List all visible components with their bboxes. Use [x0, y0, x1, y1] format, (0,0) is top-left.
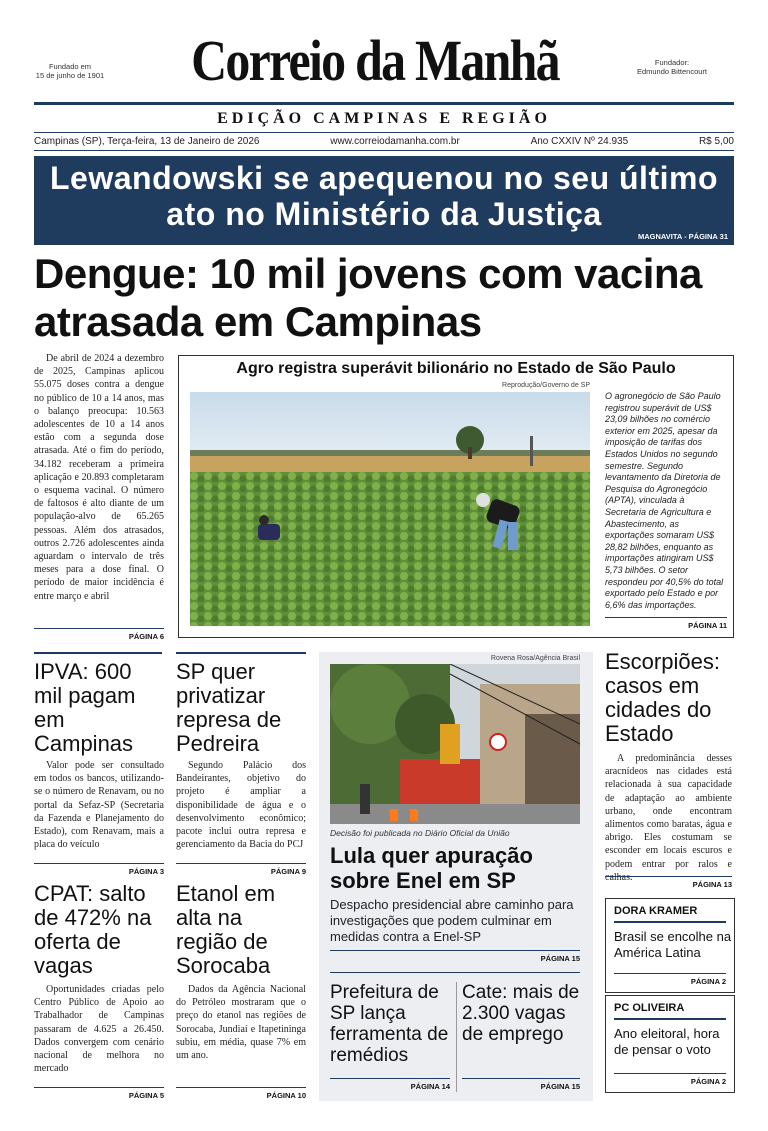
- edition-title: EDIÇÃO CAMPINAS E REGIÃO: [217, 110, 551, 127]
- main-headline[interactable]: Dengue: 10 mil jovens com vacina atrasada em Campinas: [34, 250, 702, 345]
- agro-field-photo: [190, 392, 590, 626]
- cpat-story-text: Oportunidades criadas pelo Centro Público de Apoio ao Trabalhador de Campinas passaram de 4.625 a 26.450. Dados convergem com cenário nacional de melhora no mercado: [34, 984, 164, 1075]
- ipva-headline[interactable]: IPVA: 600 mil pagam em Campinas: [34, 659, 136, 756]
- cate-page-ref: PÁGINA 15: [462, 1078, 580, 1091]
- cate-headline[interactable]: Cate: mais de 2.300 vagas de emprego: [462, 982, 580, 1045]
- etanol-story-text: Dados da Agência Nacional do Petróleo mostraram que o preço do etanol nas regiões de Sorocaba, Jundiaí e Itapetininga subiu, em média, quase 7% em um ano.: [176, 984, 306, 1062]
- columnist-page-ref: PÁGINA 2: [614, 1073, 726, 1086]
- website-link[interactable]: www.correiodamanha.com.br: [330, 136, 460, 147]
- columnist-title[interactable]: Ano eleitoral, hora de pensar o voto: [614, 1026, 720, 1057]
- masthead-rule: [34, 102, 734, 105]
- banner-headline[interactable]: Lewandowski se apequenou no seu último ato no Ministério da Justiça: [50, 160, 718, 232]
- lula-headline[interactable]: Lula quer apuração sobre Enel em SP: [330, 843, 533, 893]
- price: R$ 5,00: [698, 136, 734, 147]
- agro-headline[interactable]: Agro registra superávit bilionário no Estado de São Paulo: [236, 360, 676, 377]
- columnist-name: PC OLIVEIRA: [614, 1002, 685, 1014]
- ipva-page-ref: PÁGINA 3: [34, 863, 164, 876]
- sp-represa-page-ref: PÁGINA 9: [176, 863, 306, 876]
- escorpioes-story-text: A predominância desses aracnídeos nas cidades está relacionada à sua capacidade de adaptação ao ambiente urbano, onde encontram alimentos como baratas, água e abrigo. Eles costumam se esconder em locais escuros e podem entrar por ralos e calhas.: [605, 753, 732, 883]
- columnist-title[interactable]: Brasil se encolhe na América Latina: [614, 929, 732, 960]
- sp-top-rule: [176, 652, 306, 654]
- lula-photo-caption: Decisão foi publicada no Diário Oficial da União: [330, 828, 510, 838]
- lula-vertical-divider: [456, 982, 457, 1092]
- issue-number: Ano CXXIV Nº 24.935: [530, 136, 629, 147]
- etanol-page-ref: PÁGINA 10: [176, 1087, 306, 1100]
- prefeitura-page-ref: PÁGINA 14: [330, 1078, 450, 1091]
- cpat-page-ref: PÁGINA 5: [34, 1087, 164, 1100]
- lula-page-ref: PÁGINA 15: [330, 950, 580, 963]
- sp-represa-headline[interactable]: SP quer privatizar represa de Pedreira: [176, 659, 282, 756]
- newspaper-logo[interactable]: Correio da Manhã: [191, 28, 559, 93]
- escorpioes-headline[interactable]: Escorpiões: casos em cidades do Estado: [605, 649, 720, 746]
- escorpioes-page-ref: PÁGINA 13: [605, 876, 732, 889]
- ipva-story-text: Valor pode ser consultado em todos os bancos, utilizando-se o número de Renavam, ou no portal da Sefaz-SP (Secretaria da Fazenda e Planejamento do Estado), com Renavam, mais a placa do veículo: [34, 760, 164, 851]
- columnist-box-dora-kramer[interactable]: [605, 898, 735, 993]
- dateline-rule: [34, 150, 734, 151]
- columnist-box-pc-oliveira[interactable]: [605, 995, 735, 1093]
- lula-divider: [330, 972, 580, 973]
- agro-story-text: O agronegócio de São Paulo registrou superávit de US$ 23,09 bilhões no comércio exterior em 2025, apesar da imposição de tarifas dos Estados Unidos no segundo semestre. Segundo levantamento da Diretoria de Pesquisa do Agronegócio (APTA), vinculada à Secretaria de Agricultura e Abastecimento, as exportações somaram US$ 28,82 bilhões, enquanto as importações atingiram US$ 5,73 bilhões. O setor respondeu por 40,5% do total exportado pelo Estado e por 6,6% das importações.: [605, 391, 724, 610]
- top-banner[interactable]: [34, 156, 734, 245]
- founder-note: [632, 58, 712, 76]
- enel-workers-photo: [330, 664, 580, 824]
- ipva-top-rule: [34, 652, 162, 654]
- dengue-page-ref: PÁGINA 6: [34, 628, 164, 641]
- dateline: Campinas (SP), Terça-feira, 13 de Janeiro de 2026: [34, 136, 260, 147]
- founder-name: Edmundo Bittencourt: [636, 67, 708, 76]
- dateline-bar: [34, 136, 734, 147]
- lula-photo-credit: Rovena Rosa/Agência Brasil: [490, 655, 580, 662]
- founded-note: [30, 62, 110, 80]
- lula-subhead: Despacho presidencial abre caminho para investigações que podem culminar em medidas contra a Enel-SP: [330, 897, 574, 944]
- dengue-story-text: De abril de 2024 a dezembro de 2025, Campinas aplicou 55.075 doses contra a dengue no público de 10 a 14 anos, mas o balanço preocupa: 10.563 adolescentes de 10 a 14 anos estão com a segunda dose atrasada. Até o fim do período, 34.182 receberam a primeira aplicação e 20.893 completaram o esquema vacinal. O número de faltosos é alto diante de um população-alvo de 65.265 pessoas. Além dos atrasados, outros 2.726 adolescentes ainda aguardam o intervalo de três meses para a dose final. O período de maior incidência é entre março e abril: [34, 353, 164, 602]
- cpat-headline[interactable]: CPAT: salto de 472% na oferta de vagas: [34, 881, 152, 978]
- banner-page-ref: MAGNAVITA - PÁGINA 31: [637, 232, 728, 241]
- edition-rule: [34, 132, 734, 133]
- prefeitura-headline[interactable]: Prefeitura de SP lança ferramenta de remédios: [330, 982, 449, 1066]
- columnist-name: DORA KRAMER: [614, 905, 698, 917]
- agro-photo-credit: Reprodução/Governo de SP: [502, 382, 590, 389]
- etanol-headline[interactable]: Etanol em alta na região de Sorocaba: [176, 881, 276, 978]
- founded-date: 15 de junho de 1901: [35, 71, 105, 80]
- founder-label: Fundador:: [654, 58, 690, 67]
- founded-label: Fundado em: [48, 62, 92, 71]
- sp-represa-text: Segundo Palácio dos Bandeirantes, objetivo do projeto é ampliar a disponibilidade de água e o desenvolvimento econômico; pacote inclui outra represa e gerenciamento da Bacia do PCJ: [176, 760, 306, 851]
- agro-page-ref: PÁGINA 11: [605, 617, 727, 630]
- columnist-page-ref: PÁGINA 2: [614, 973, 726, 986]
